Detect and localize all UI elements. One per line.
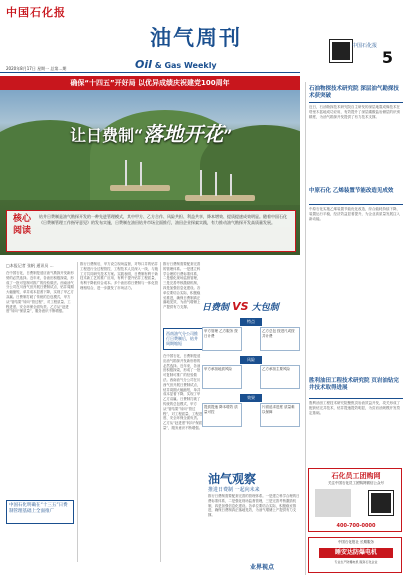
- weekly-brand: Oil & Gas Weekly: [135, 58, 217, 71]
- comparison-left-cell: 提质提速 降本增效 质量可控: [202, 403, 242, 427]
- qr-label: 中国石化报: [352, 43, 378, 49]
- core-reading-box: [6, 210, 296, 252]
- hero-title-prefix: 让日费制“: [70, 126, 144, 145]
- comparison-left-cell: 甲方管理 乙方服务 按日计费: [202, 327, 242, 351]
- hero-title: [70, 118, 232, 147]
- well-pad: [185, 195, 255, 201]
- advertisement-motor[interactable]: [308, 537, 402, 573]
- ad-subtitle: 关注中国石化员工团购网微信公众号: [328, 481, 384, 485]
- observe-title: 油气观察: [208, 472, 257, 486]
- headline-banner: 确保“十四五”开好局 以优异成绩庆祝建党100周年: [0, 76, 300, 90]
- core-reading-tag: 核心阅读: [12, 214, 31, 236]
- column-divider: [77, 262, 78, 562]
- qr-code-icon: [369, 491, 393, 515]
- comparison-right-cell: 乙方总包 按进尺或按井计费: [260, 327, 300, 351]
- qr-code-icon: [330, 40, 352, 62]
- ad2-text: 专业生产防爆电机 服务石化企业: [334, 560, 378, 564]
- masthead: [0, 0, 405, 71]
- comparison-title: [202, 300, 300, 316]
- sidebar-body-1: 近日，石油物探技术研究院自主研发的深层地震成像技术在塔里木盆地成功应用，有效提升了深层碳酸盐岩储层的识别精度，为油气勘探开发提供了有力技术支撑。: [309, 105, 400, 119]
- page-number: 5: [381, 48, 393, 67]
- article-column-3b: 在中国石化，日费制是适应油气勘探开发新形势的必然选择。近年来，各油田积极探索，形成了一批可复制可推广的经验做法。西南油气分公司在川西气田开展日费制试点，钻井周期大幅缩短，单井成本显著下降，实现了甲乙方双赢。日费制打破了传统的总包模式，甲方从“管结果”转向“管过程”，对工程质量、工程进度、安全环保全面负责。乙方从“赶进度”转向“保质量”，服务意识不断增强。: [163, 354, 203, 430]
- comparison-graphic: [202, 300, 300, 460]
- article-column-3: 推行日费制需要配套完善的管理体系。一是建立科学合理的日费标准体系，二是强化现场监督管理，三是完善考核激励机制，四是加强信息化建设。各单位要结合实际，积极稳妥推进，确保日费制真正落地见效，为油气增储上产提供有力支撑。: [163, 262, 201, 310]
- comparison-row-label: 效果: [240, 394, 262, 402]
- product-image: [315, 489, 351, 517]
- drilling-rig: [140, 162, 142, 186]
- column-divider: [160, 262, 161, 562]
- comparison-vs: VS: [232, 300, 249, 313]
- comparison-right-cell: 乙方承担主要风险: [260, 365, 300, 389]
- drilling-rig: [230, 174, 232, 196]
- ad-title: 石化员工团购网: [331, 472, 381, 480]
- paper-logo: 中国石化报: [6, 6, 66, 19]
- comparison-left-cell: 甲方承担地质风险: [202, 365, 242, 389]
- header-rule: [0, 72, 300, 73]
- sidebar-headline-3: 胜利油田工程技术研究院 页岩油钻完井技术取得进展: [309, 378, 399, 391]
- pull-quote: 西南油气分公司推行日费制后，钻井周期缩短: [163, 328, 203, 350]
- sidebar-body-2: 中原石化实施乙烯装置节能优化改造，综合能耗持续下降，装置运行平稳，经济效益显著提升，为企业高质量发展注入新动能。: [309, 207, 400, 221]
- drilling-rig: [215, 172, 217, 196]
- sidebar-rule: [309, 398, 403, 399]
- comparison-right-title: 大包制: [251, 303, 279, 313]
- drilling-rig: [200, 170, 202, 196]
- sidebar-headline-2: 中原石化 乙烯装置节能改造见成效: [309, 188, 394, 194]
- advertisement-group-buy[interactable]: [308, 468, 402, 532]
- date-line: 2020年8月17日 星期一 总第…期: [6, 66, 67, 71]
- ad2-top-text: 中国石化报社 长期服务: [337, 540, 375, 544]
- sidebar-headline-1: 石油物探技术研究院 深层油气勘探技术获突破: [309, 86, 399, 99]
- sidebar-body-3: 胜利油田工程技术研究院聚焦页岩油效益开发，攻关形成了配套钻完井技术，钻井提速提效明显，为页岩油规模开发奠定基础。: [309, 401, 400, 415]
- hero-title-suffix: ”: [223, 126, 233, 145]
- article-column-2: 推行日费制后，甲方设立现场监督，对每口井的钻井工程进行全过程管控，工程技术人员深入一线，与施工方共同研究技术方案。实践表明，日费制有利于新技术新工艺的推广应用，有利于提升钻井工程质量，有利于降低综合成本。多个油田将日费制与一体化管理相结合，进一步激发了市场活力。: [80, 262, 158, 290]
- hero-title-accent: 落地开花: [143, 122, 224, 146]
- comparison-row-label: 特点: [240, 318, 262, 326]
- drilling-rig: [125, 160, 127, 186]
- comparison-row-label: 风险: [240, 356, 262, 364]
- observe-text: 推行日费制需要配套完善的管理体系。一是建立科学合理的日费标准体系，二是强化现场监督管理，三是完善考核激励机制，四是加强信息化建设。各单位要结合实际，积极稳妥推进，确保日费制真正落地见效，为油气增储上产提供有力支撑。: [208, 494, 300, 518]
- footer-brand: 业界视点: [250, 564, 275, 571]
- weekly-brand-text: & Gas Weekly: [154, 61, 217, 70]
- pull-quote-2: 中国石化明确在“十三五”日费制管理基础上全面推广: [6, 500, 74, 524]
- ad-phone: 400-700-0000: [336, 523, 376, 529]
- observe-subtitle: 推进日费制 一起向未来: [208, 487, 260, 493]
- byline: □本报记者 张帆 通讯员 …: [6, 263, 54, 268]
- sidebar-rule: [309, 204, 403, 205]
- sidebar-rule: [309, 102, 403, 103]
- article-column-1: 在中国石化，日费制是适应油气勘探开发新形势的必然选择。近年来，各油田积极探索，形成了一批可复制可推广的经验做法。西南油气分公司在川西气田开展日费制试点，钻井周期大幅缩短，单井成本显著下降，实现了甲乙方双赢。日费制打破了传统的总包模式，甲方从“管结果”转向“管过程”，对工程质量、工程进度、安全环保全面负责。乙方从“赶进度”转向“保质量”，服务意识不断增强。: [6, 271, 74, 314]
- section-title: 油气周刊: [150, 25, 242, 50]
- comparison-right-cell: 片面追求进度 质量难以保障: [260, 403, 300, 427]
- comparison-row: [202, 394, 300, 428]
- comparison-row: [202, 318, 300, 352]
- core-reading-text: 钻井日费制是油气勘探开发的一种先进管理模式，其中甲方、乙方合作、风险共担、利益共享，降本增效、提质提速成效明显。随着中国石化《日费制管理工作指导意见》的发布实施，日费制在油田钻井市场全面推行，油田企业探索实践，有力推动油气勘探开发高质量发展。: [39, 214, 287, 225]
- comparison-left-title: 日费制: [202, 303, 230, 313]
- comparison-row: [202, 356, 300, 390]
- ad2-title: 睡安达防爆电机: [319, 548, 393, 558]
